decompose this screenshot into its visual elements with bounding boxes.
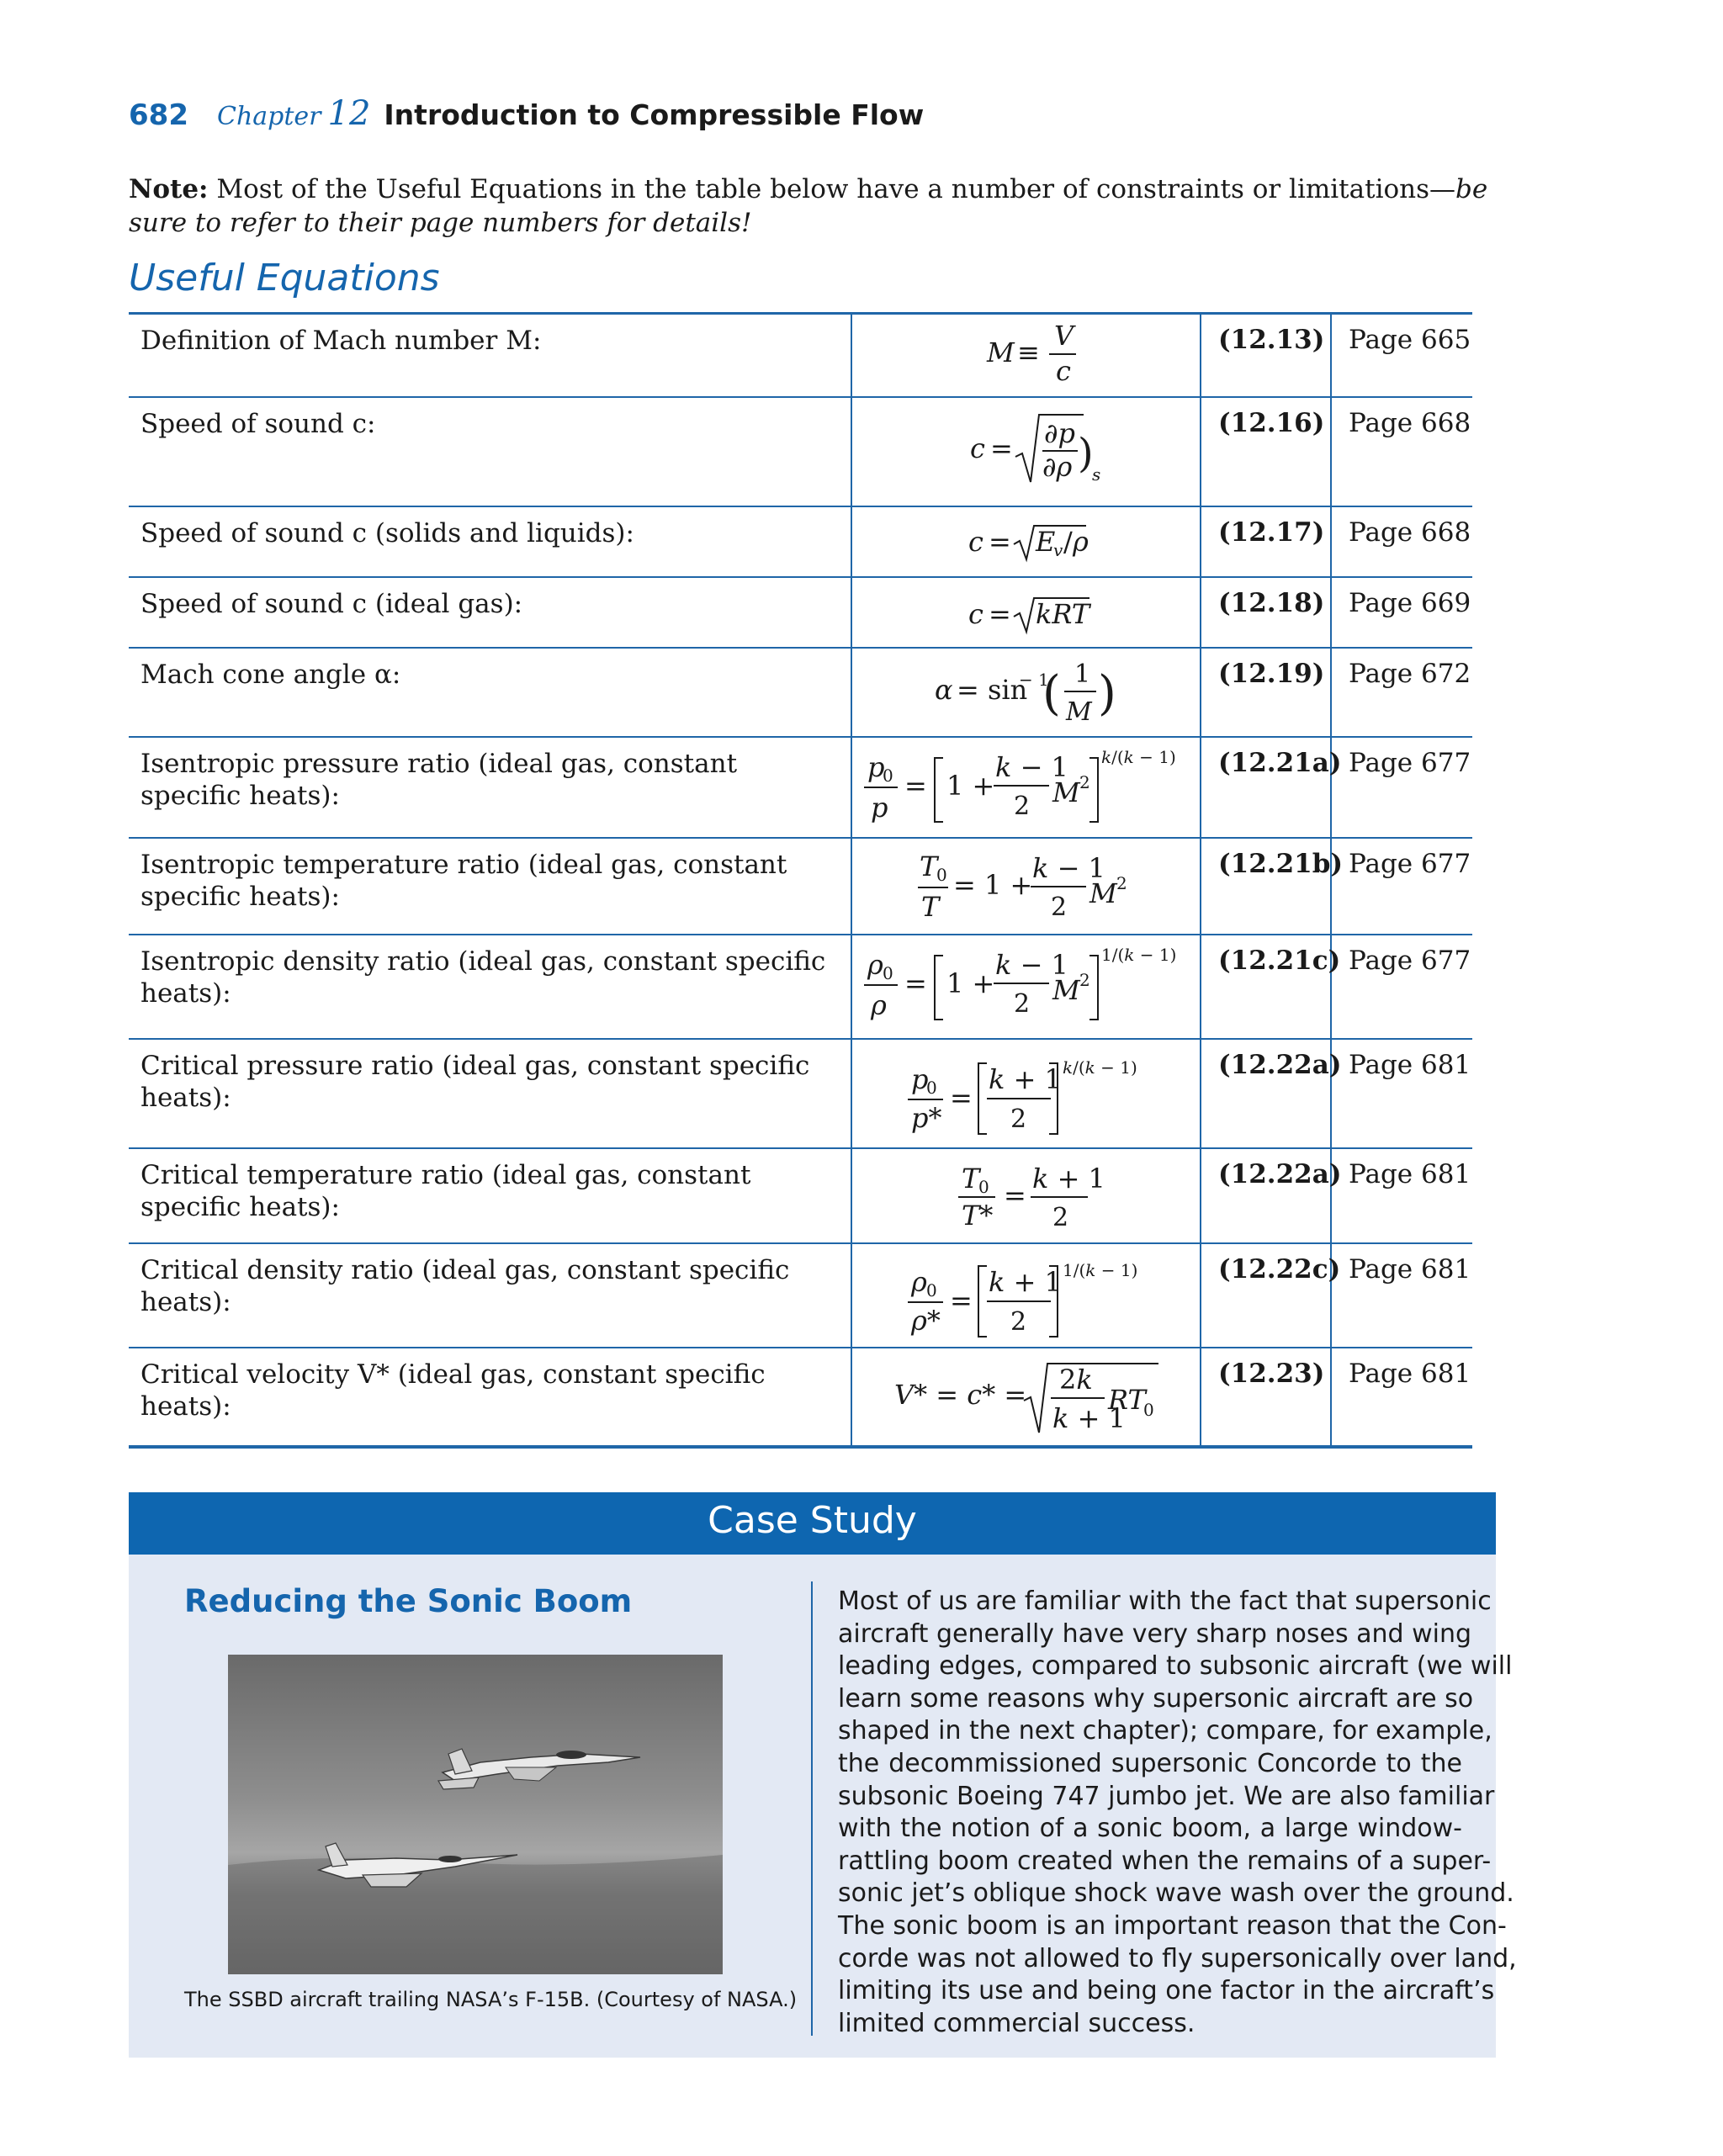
text-line: aircraft generally have very sharp noses and wing [838,1618,1472,1649]
svg-text:c: c [968,526,983,558]
svg-text:1 +: 1 + [946,967,995,999]
page-reference: Page 677 [1349,849,1471,879]
table-row [129,1149,1472,1244]
svg-text:c: c [968,598,983,630]
svg-text:2: 2 [1079,970,1090,990]
svg-text:): ) [1078,430,1094,477]
svg-text:T*: T* [962,1200,994,1232]
text-line: learn some reasons why supersonic aircraft are so [838,1683,1474,1714]
note-emphasis: be sure to refer to their page numbers for details! [129,174,1488,238]
page-reference: Page 677 [1349,748,1471,778]
equation-description: Speed of sound c (solids and liquids): [129,507,852,576]
svg-text:− 1: − 1 [1019,670,1049,690]
svg-text:p: p [911,1063,929,1095]
equation-number: (12.13) [1201,315,1332,396]
page-reference: Page 668 [1349,517,1471,548]
isentropic-temperature-ratio-formula [852,839,1201,934]
svg-text:2: 2 [1014,792,1031,821]
svg-text:v: v [1053,540,1063,560]
svg-text:0: 0 [1143,1400,1154,1420]
equation-description: Speed of sound c (ideal gas): [129,578,852,647]
equation-formula [852,1149,1201,1242]
svg-text:=: = [989,598,1011,630]
svg-text:1/(k − 1): 1/(k − 1) [1063,1260,1138,1280]
svg-text:≡: ≡ [1017,336,1040,368]
svg-text:ρ: ρ [871,989,887,1021]
table-row [129,839,1472,935]
text-line: leading edges, compared to subsonic aircraft (we will [838,1651,1513,1682]
equation-formula [852,1348,1201,1445]
section-title: Useful Equations [129,257,440,299]
text-line: shaped in the next chapter); compare, for example, [838,1716,1492,1746]
text-line: sonic jet’s oblique shock wave wash over the ground. [838,1878,1514,1909]
svg-text:k − 1: k − 1 [995,751,1068,783]
chapter-number: 12 [327,94,371,133]
svg-text:p: p [871,792,888,824]
svg-text:1: 1 [1074,660,1091,689]
svg-text:T: T [920,850,938,882]
equation-description: Definition of Mach number M: [129,315,852,396]
svg-text:0: 0 [883,963,893,983]
svg-text:T: T [962,1163,980,1195]
mach-number-formula [852,315,1201,396]
page-reference: Page 681 [1349,1359,1471,1389]
svg-text:c: c [970,432,985,464]
svg-text:p: p [867,751,885,783]
svg-text:1/(k − 1): 1/(k − 1) [1101,945,1177,965]
svg-text:(: ( [1042,666,1061,721]
equation-formula [852,578,1201,647]
critical-density-ratio-formula [852,1244,1201,1347]
speed-of-sound-formula [852,398,1201,506]
svg-text:= sin: = sin [957,674,1028,706]
text-line: Most of us are familiar with the fact that supersonic [838,1587,1492,1616]
isentropic-pressure-ratio-formula [852,738,1201,837]
equation-number: (12.22a) [1201,1040,1332,1147]
column-divider [811,1581,813,2036]
svg-text:2: 2 [1051,893,1068,922]
equation-description: Critical temperature ratio (ideal gas, constant specific heats): [129,1149,852,1242]
svg-text:M: M [987,336,1015,368]
svg-text:p*: p* [911,1102,942,1134]
equation-description: Critical pressure ratio (ideal gas, constant specific heats): [129,1040,852,1147]
equation-number: (12.22c) [1201,1244,1332,1347]
svg-text:k + 1: k + 1 [989,1266,1062,1298]
speed-of-sound-solids-formula [852,507,1201,576]
equation-formula [852,315,1201,396]
table-row [129,649,1472,738]
equation-formula [852,935,1201,1038]
equation-description: Isentropic pressure ratio (ideal gas, constant specific heats): [129,738,852,837]
svg-text:=: = [904,967,927,999]
table-row [129,507,1472,578]
svg-text:2: 2 [1079,772,1090,792]
svg-text:T: T [921,891,940,923]
text-line: rattling boom created when the remains of a super- [838,1846,1492,1876]
case-study-banner [129,1492,1496,1555]
svg-text:c: c [1056,355,1071,387]
page-reference: Page 665 [1349,325,1471,355]
svg-text:V: V [1054,320,1074,352]
svg-text:∂p: ∂p [1044,417,1076,449]
case-study-title: Case Study [708,1499,917,1542]
equation-description: Speed of sound c: [129,398,852,506]
svg-text:∂ρ: ∂ρ [1042,451,1073,483]
svg-text:0: 0 [926,1280,937,1300]
text-line: limited commercial success. [838,2008,1195,2038]
svg-text:k/(k − 1): k/(k − 1) [1063,1057,1137,1078]
svg-text:ρ: ρ [1073,526,1089,558]
svg-text:α: α [935,674,953,706]
svg-text:ρ*: ρ* [911,1305,941,1337]
svg-text:2: 2 [1010,1104,1027,1134]
text-line: limiting its use and being one factor in the aircraft’s [838,1976,1495,2006]
svg-text:0: 0 [883,765,893,786]
page-reference: Page 681 [1349,1254,1471,1285]
equation-number: (12.22a) [1201,1149,1332,1242]
svg-text:M: M [1052,974,1080,1006]
photo-caption: The SSBD aircraft trailing NASA’s F-15B. (Courtesy of NASA.) [184,1988,798,2011]
equation-description: Critical density ratio (ideal gas, constant specific heats): [129,1244,852,1347]
svg-text:ρ: ρ [911,1266,927,1298]
svg-text:2: 2 [1052,1203,1069,1232]
text-line: corde was not allowed to fly supersonically over land, [838,1943,1517,1973]
svg-text:k/(k − 1): k/(k − 1) [1101,747,1176,767]
svg-text:M: M [1066,697,1092,727]
critical-velocity-formula [852,1348,1201,1445]
page-reference: Page 681 [1349,1159,1471,1189]
svg-text:0: 0 [926,1078,937,1098]
equations-table [129,312,1472,1449]
page-reference: Page 677 [1349,946,1471,976]
equation-formula [852,1244,1201,1347]
equation-number: (12.18) [1201,578,1332,647]
text-line: with the notion of a sonic boom, a large window- [838,1814,1462,1844]
text-line: subsonic Boeing 747 jumbo jet. We are also familiar [838,1781,1495,1811]
note-label: Note: [129,174,209,204]
svg-text:M: M [1052,776,1080,808]
page-reference: Page 672 [1349,659,1471,689]
svg-text:k + 1: k + 1 [989,1063,1062,1095]
table-row [129,935,1472,1040]
svg-text:/: / [1063,526,1073,558]
table-row [129,738,1472,839]
svg-text:0: 0 [936,865,947,885]
isentropic-density-ratio-formula [852,935,1201,1038]
svg-text:0: 0 [978,1177,989,1197]
table-row [129,1348,1472,1445]
chapter-label: Chapter [216,102,321,131]
svg-text:=: = [989,526,1011,558]
equation-formula [852,649,1201,736]
svg-text:k − 1: k − 1 [995,949,1068,981]
critical-pressure-ratio-formula [852,1040,1201,1147]
svg-text:M: M [1089,877,1117,909]
text-line: the decommissioned supersonic Concorde to the [838,1748,1462,1778]
equation-description: Isentropic density ratio (ideal gas, constant specific heats): [129,935,852,1038]
svg-text:k − 1: k − 1 [1032,852,1105,884]
svg-text:= 1 +: = 1 + [953,869,1033,901]
equation-number: (12.16) [1201,398,1332,506]
table-row [129,1244,1472,1348]
svg-text:k + 1: k + 1 [1032,1163,1105,1195]
critical-temperature-ratio-formula [852,1149,1201,1242]
equation-formula [852,507,1201,576]
svg-text:=: = [990,432,1013,464]
svg-text:k + 1: k + 1 [1052,1402,1126,1434]
table-row [129,578,1472,649]
svg-text:2: 2 [1116,873,1127,893]
table-row [129,1040,1472,1149]
mach-cone-angle-formula [852,649,1201,736]
svg-text:V* = c* =: V* = c* = [894,1379,1027,1411]
equation-number: (12.19) [1201,649,1332,736]
svg-text:2: 2 [1014,989,1031,1019]
equation-number: (12.21a) [1201,738,1332,837]
svg-text:s: s [1092,464,1101,485]
equation-formula [852,738,1201,837]
svg-text:2: 2 [1010,1307,1027,1337]
text-line: The sonic boom is an important reason that the Con- [838,1910,1507,1941]
equation-description: Critical velocity V* (ideal gas, constant specific heats): [129,1348,852,1445]
equation-description: Isentropic temperature ratio (ideal gas, constant specific heats): [129,839,852,934]
svg-text:=: = [950,1285,973,1316]
svg-text:RT: RT [1108,1384,1146,1416]
equation-formula [852,1040,1201,1147]
case-study-heading: Reducing the Sonic Boom [184,1583,633,1619]
table-row [129,315,1472,398]
svg-text:=: = [904,770,927,802]
svg-text:1 +: 1 + [946,770,995,802]
page-reference: Page 681 [1349,1050,1471,1080]
svg-text:ρ: ρ [867,949,883,981]
equation-number: (12.21c) [1201,935,1332,1038]
equation-number: (12.23) [1201,1348,1332,1445]
aircraft-photo [228,1655,723,1974]
svg-text:): ) [1098,666,1116,721]
equation-number: (12.21b) [1201,839,1332,934]
equation-number: (12.17) [1201,507,1332,576]
page-reference: Page 669 [1349,588,1471,618]
page-reference: Page 668 [1349,408,1471,438]
chapter-title: Introduction to Compressible Flow [384,98,925,131]
equation-description: Mach cone angle α: [129,649,852,736]
note-text: Most of the Useful Equations in the table below have a number of constraints or limitations— [208,174,1456,204]
svg-text:=: = [950,1082,973,1114]
speed-of-sound-ideal-gas-formula [852,578,1201,647]
table-row [129,398,1472,507]
svg-text:E: E [1036,526,1056,558]
equation-formula [852,839,1201,934]
svg-text:2k: 2k [1059,1364,1093,1396]
case-study-text [838,1586,1517,2040]
svg-text:kRT: kRT [1036,598,1090,630]
page-number: 682 [129,98,188,132]
equation-formula [852,398,1201,506]
svg-text:=: = [1004,1179,1026,1211]
note-paragraph [129,172,1508,240]
running-header [129,94,924,136]
